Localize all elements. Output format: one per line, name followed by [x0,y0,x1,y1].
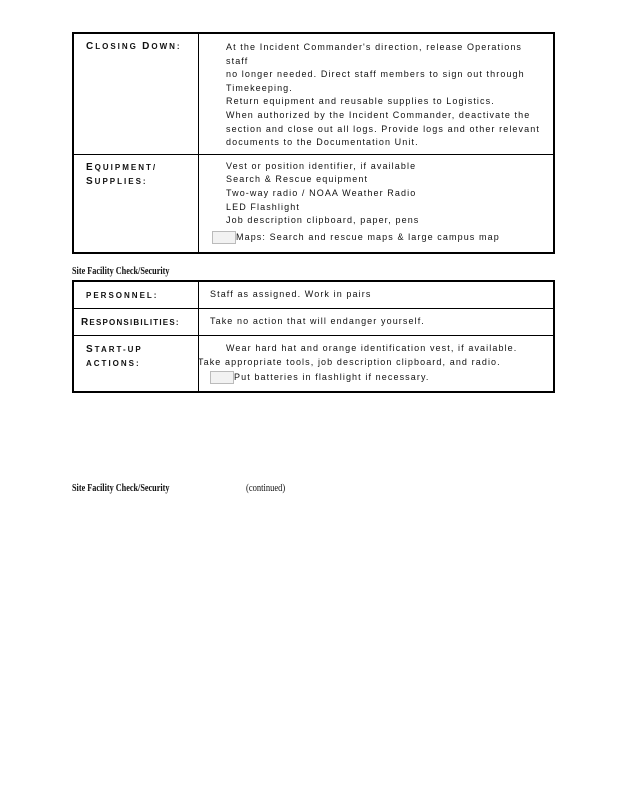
startup-row [73,336,554,393]
continued-section-title: Site Facility Check/Security [72,483,170,494]
closing-line: Return equipment and reusable supplies to Logistics. [226,96,495,107]
continued-note: (continued) [246,483,286,494]
supplies-label: SUPPLIES: [86,175,148,187]
equipment-label: EQUIPMENT/ [86,161,158,173]
maps-checkbox[interactable] [212,231,236,244]
equipment-item: Search & Rescue equipment [226,174,369,185]
equipment-content [199,154,555,253]
closing-down-row [73,33,554,154]
equipment-item: Vest or position identifier, if available [226,160,417,171]
startup-content [199,336,555,393]
personnel-value: Staff as assigned. Work in pairs [210,289,372,299]
personnel-content [199,281,555,309]
responsibilities-value: Take no action that will endanger yourself. [210,316,425,326]
equipment-label-cell [73,154,199,253]
batteries-checkbox[interactable] [210,371,234,384]
section-title: Site Facility Check/Security [72,266,170,277]
closing-line: documents to the Documentation Unit. [226,137,419,148]
personnel-label-cell [73,281,199,309]
closing-down-label-cell [73,33,199,154]
responsibilities-label-cell [73,309,199,336]
closing-down-label: CLOSING DOWN: [86,41,182,52]
closing-down-content [199,33,555,154]
startup-line: Take appropriate tools, job description clipboard, and radio. [198,356,501,367]
equipment-item: Job description clipboard, paper, pens [226,215,420,226]
equipment-item: Two-way radio / NOAA Weather Radio [226,187,417,198]
responsibilities-label: RESPONSIBILITIES: [81,317,180,328]
closing-line: Timekeeping. [226,82,293,93]
closing-equipment-table [72,32,555,254]
batteries-checkbox-label: Put batteries in flashlight if necessary. [234,372,430,383]
closing-line: section and close out all logs. Provide logs and other relevant [226,123,540,134]
site-facility-table [72,280,555,393]
closing-line: no longer needed. Direct staff members to sign out through [226,69,525,80]
maps-checkbox-label: Maps: Search and rescue maps & large campus map [236,231,500,242]
equipment-row [73,154,554,253]
startup-label-cell [73,336,199,393]
personnel-row [73,281,554,309]
personnel-label: PERSONNEL: [86,291,159,300]
responsibilities-row [73,309,554,336]
batteries-checkbox-item [210,371,545,385]
startup-line: Wear hard hat and orange identification vest, if available. [226,343,518,353]
actions-label: ACTIONS: [86,359,141,368]
startup-label: START-UP [86,344,143,355]
responsibilities-content [199,309,555,336]
closing-line: When authorized by the Incident Commander, deactivate the [226,109,531,120]
closing-line: At the Incident Commander's direction, release Operations staff [226,42,523,66]
maps-checkbox-item [226,231,545,245]
equipment-item: LED Flashlight [226,201,300,212]
